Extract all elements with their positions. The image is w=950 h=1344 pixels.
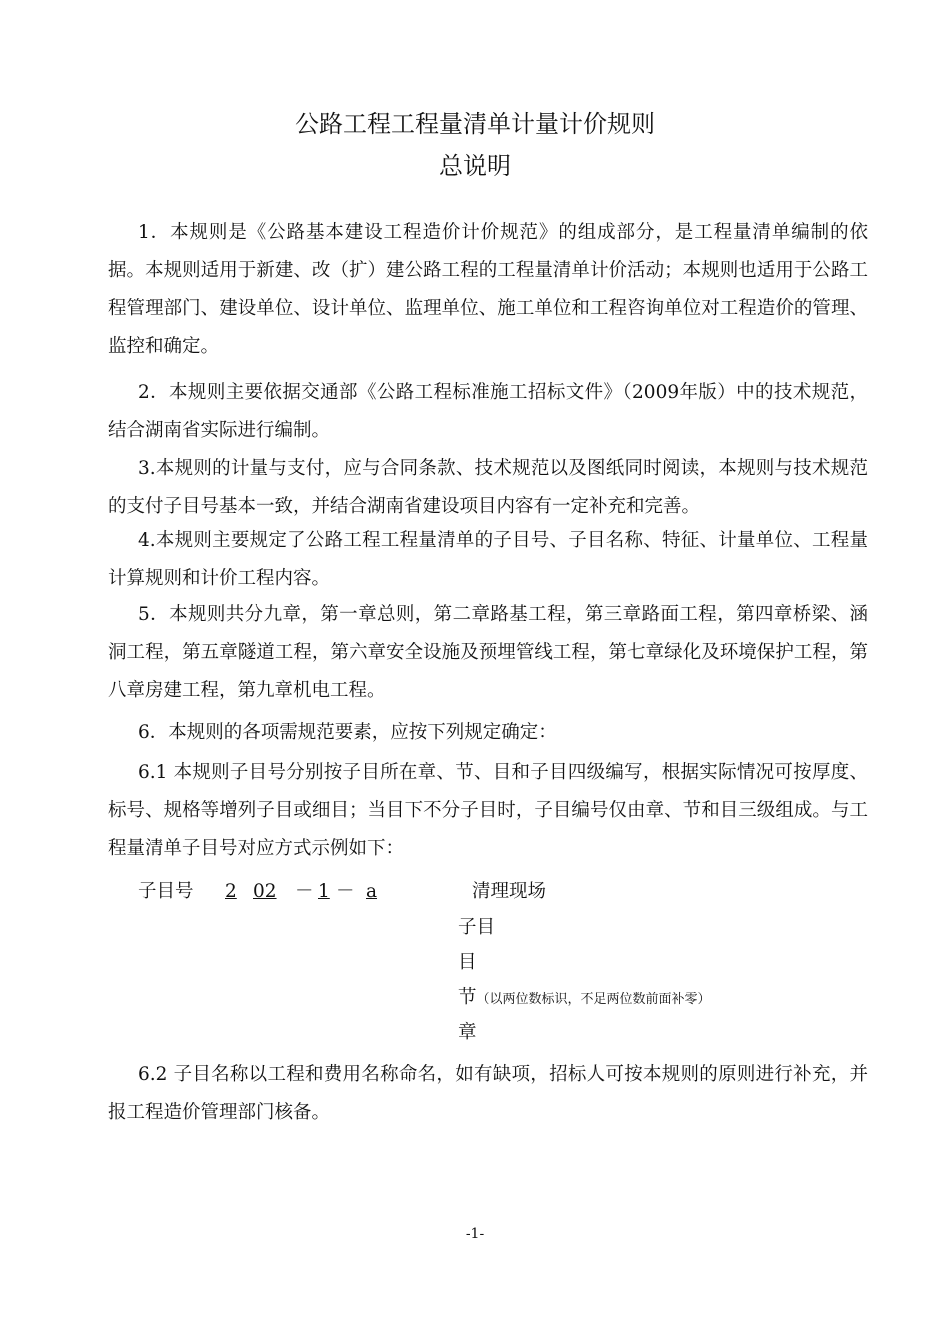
- paragraph-6-1: 6.1 本规则子目号分别按子目所在章、节、目和子目四级编写，根据实际情况可按厚度、标号、规格等增列子目或细目；当目下不分子目时，子目编号仅由章、节和目三级组成。与工程量清单子目号对应方式示例如下：: [108, 762, 868, 859]
- page-number: -1-: [465, 1226, 485, 1242]
- legend-section: [458, 983, 711, 1015]
- paragraph-5: 5．本规则共分九章，第一章总则，第二章路基工程，第三章路面工程，第四章桥梁、涵洞工程，第五章隧道工程，第六章安全设施及预埋管线工程，第七章绿化及环境保护工程，第八章房建工程，第九章机电工程。: [108, 604, 868, 701]
- paragraph-3: 3.本规则的计量与支付，应与合同条款、技术规范以及图纸同时阅读，本规则与技术规范的支付子目号基本一致，并结合湖南省建设项目内容有一定补充和完善。: [108, 458, 868, 517]
- paragraph-2: 2．本规则主要依据交通部《公路工程标准施工招标文件》（2009年版）中的技术规范，结合湖南省实际进行编制。: [108, 382, 868, 441]
- paragraph-4: 4.本规则主要规定了公路工程工程量清单的子目号、子目名称、特征、计量单位、工程量计算规则和计价工程内容。: [108, 530, 868, 589]
- paragraph-6-2: 6.2 子目名称以工程和费用名称命名，如有缺项，招标人可按本规则的原则进行补充，并报工程造价管理部门核备。: [108, 1064, 868, 1123]
- example-separator-2: －: [336, 881, 355, 902]
- paragraph-1: 1．本规则是《公路基本建设工程造价计价规范》的组成部分，是工程量清单编制的依据。本规则适用于新建、改（扩）建公路工程的工程量清单计价活动；本规则也适用于公路工程管理部门、建设单位、设计单位、监理单位、施工单位和工程咨询单位对工程造价的管理、监控和确定。: [108, 222, 868, 357]
- example-separator-1: －: [295, 881, 314, 902]
- legend-item: 目: [458, 952, 477, 973]
- example-chapter: 2: [225, 881, 237, 902]
- legend-section-label: 节: [458, 987, 477, 1008]
- legend-section-note: （以两位数标识，不足两位数前面补零）: [476, 992, 711, 1007]
- example-section: 02: [253, 881, 277, 902]
- document-subtitle: 总说明: [439, 152, 511, 180]
- example-item-name: 清理现场: [472, 881, 547, 902]
- example-label: 子目号: [138, 881, 194, 902]
- example-item: 1: [318, 881, 330, 902]
- example-subitem: a: [366, 881, 378, 902]
- legend-subitem: 子目: [458, 917, 496, 938]
- legend-chapter: 章: [458, 1022, 477, 1043]
- document-title: 公路工程工程量清单计量计价规则: [295, 110, 655, 138]
- paragraph-6: 6．本规则的各项需规范要素，应按下列规定确定：: [138, 722, 557, 743]
